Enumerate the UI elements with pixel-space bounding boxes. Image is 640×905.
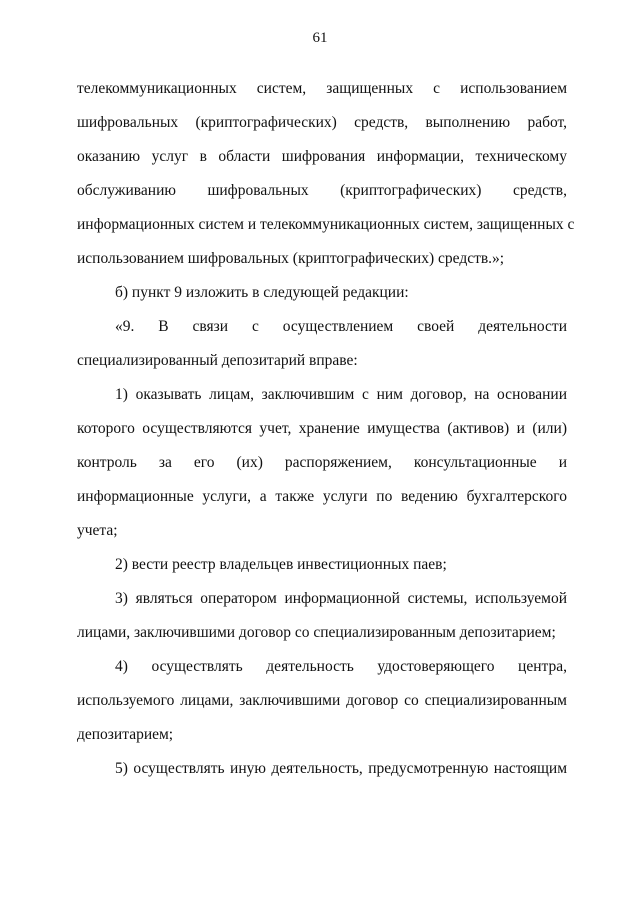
text-line: б) пункт 9 изложить в следующей редакции: bbox=[115, 284, 409, 301]
text-line: «9. В связи с осуществлением своей деятельности bbox=[115, 318, 567, 335]
paragraph-subitem-5 bbox=[77, 752, 567, 786]
text-line: информационные услуги, а также услуги по ведению бухгалтерского bbox=[77, 488, 567, 505]
text-line: телекоммуникационных систем, защищенных с использованием bbox=[77, 80, 567, 97]
text-line: обслуживанию шифровальных (криптографических) средств, bbox=[77, 182, 567, 199]
text-line: информационных систем и телекоммуникационных систем, защищенных с bbox=[77, 216, 575, 233]
document-body bbox=[77, 72, 575, 786]
text-line: 2) вести реестр владельцев инвестиционных паев; bbox=[115, 556, 447, 573]
page-number: 61 bbox=[312, 30, 328, 46]
text-line: специализированный депозитарий вправе: bbox=[77, 352, 358, 369]
text-line: используемого лицами, заключившими договор со специализированным bbox=[77, 692, 567, 709]
paragraph-subitem-1 bbox=[77, 378, 567, 548]
text-line: депозитарием; bbox=[77, 726, 174, 743]
text-line: использованием шифровальных (криптографических) средств.»; bbox=[77, 250, 505, 267]
text-line: 4) осуществлять деятельность удостоверяющего центра, bbox=[115, 658, 567, 675]
text-line: оказанию услуг в области шифрования информации, техническому bbox=[77, 148, 567, 165]
paragraph-continuation bbox=[77, 72, 575, 276]
text-line: контроль за его (их) распоряжением, консультационные и bbox=[77, 454, 567, 471]
text-line: 1) оказывать лицам, заключившим с ним договор, на основании bbox=[115, 386, 567, 403]
text-line: учета; bbox=[77, 522, 118, 539]
text-line: 3) являться оператором информационной системы, используемой bbox=[115, 590, 567, 607]
paragraph-subitem-3 bbox=[77, 582, 567, 650]
paragraph-item-b bbox=[77, 276, 567, 310]
paragraph-subitem-2 bbox=[77, 548, 567, 582]
paragraph-point-9 bbox=[77, 310, 567, 378]
paragraph-subitem-4 bbox=[77, 650, 567, 752]
text-line: 5) осуществлять иную деятельность, предусмотренную настоящим bbox=[115, 760, 567, 777]
text-line: которого осуществляются учет, хранение имущества (активов) и (или) bbox=[77, 420, 567, 437]
text-line: шифровальных (криптографических) средств, выполнению работ, bbox=[77, 114, 567, 131]
text-line: лицами, заключившими договор со специализированным депозитарием; bbox=[77, 624, 556, 641]
